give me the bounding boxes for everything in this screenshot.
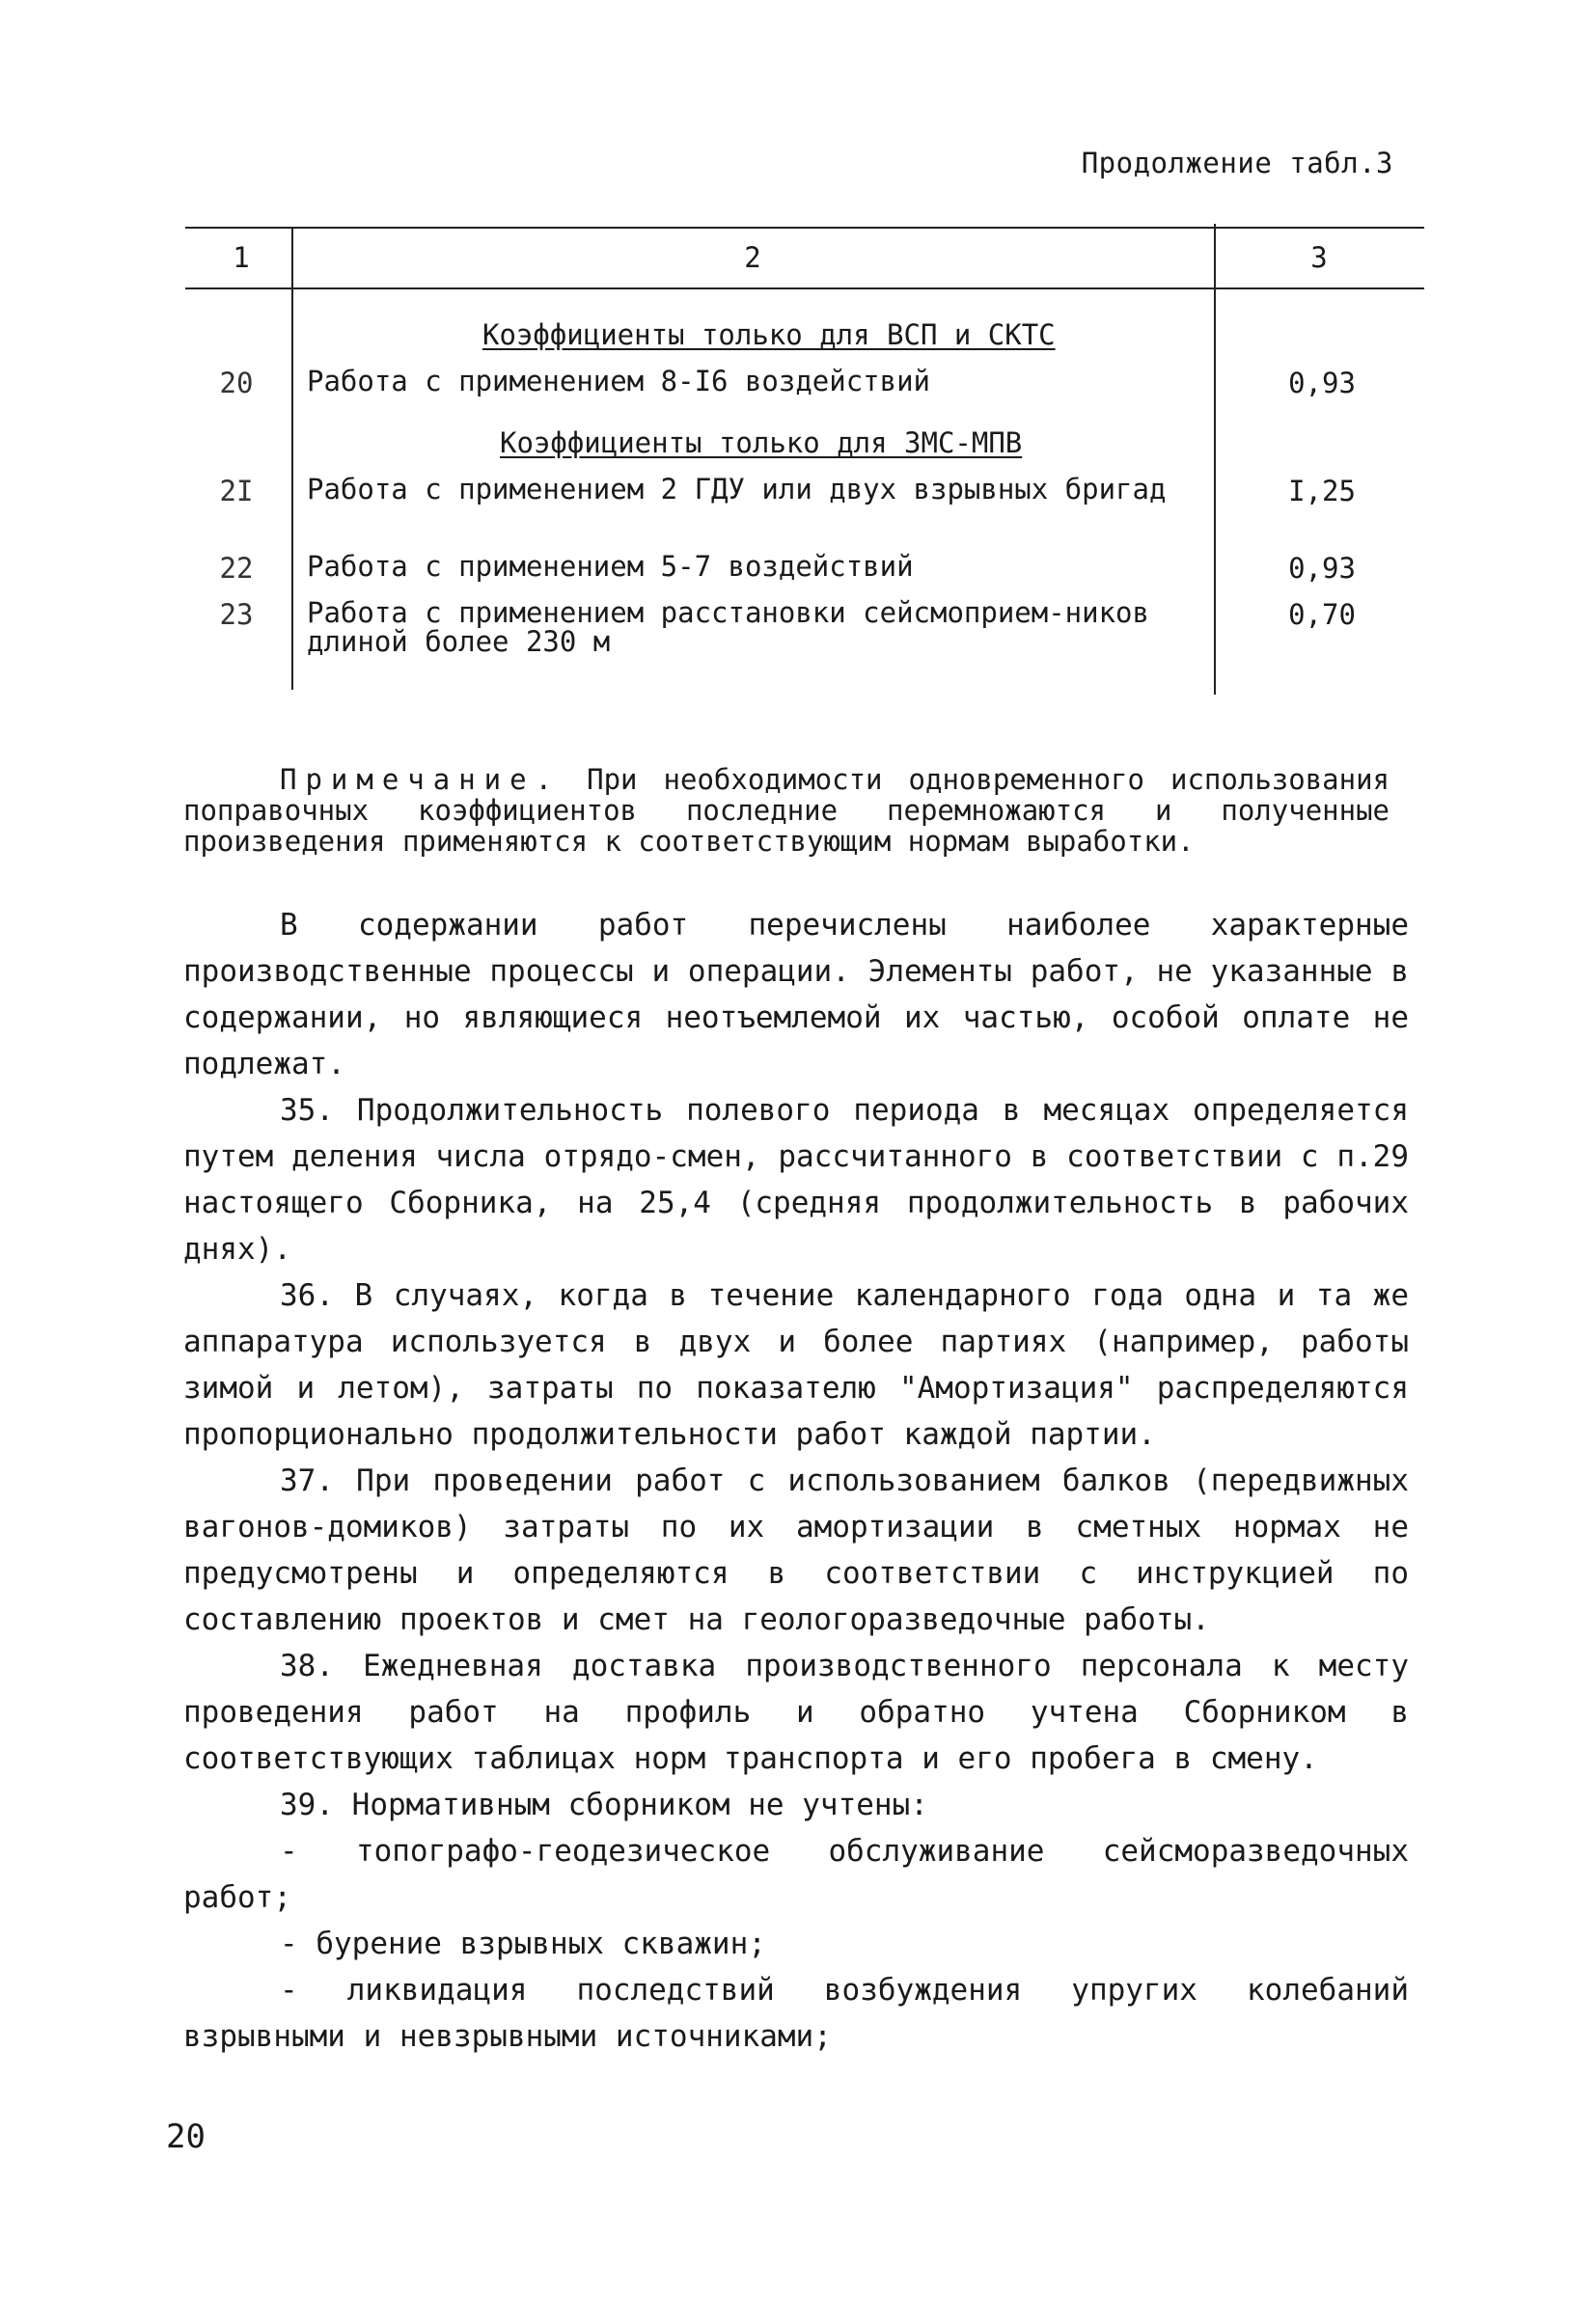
table-header-col-1: 1 bbox=[233, 241, 250, 274]
table-header-col-2: 2 bbox=[744, 241, 761, 274]
paragraph-36: 36. В случаях, когда в течение календарного года одна и та же аппаратура используется в двух и более партиях (например, работы зимой и летом), затраты по показателю "Амортизация" распределяются пропорционально продолжительности работ каждой партии. bbox=[183, 1278, 1409, 1452]
table-row-number: 22 bbox=[219, 552, 254, 585]
continuation-label: Продолжение табл.3 bbox=[1081, 147, 1393, 179]
paragraph-35: 35. Продолжительность полевого периода в месяцах определяется путем деления числа отрядо-смен, рассчитанного в соответствии с п.29 настоящего Сборника, на 25,4 (средняя продолжительность в рабочих днях). bbox=[183, 1093, 1409, 1267]
table-note bbox=[183, 764, 1390, 857]
page-number: 20 bbox=[166, 2118, 206, 2156]
table-col-divider-1 bbox=[291, 229, 293, 690]
table-row-value: 0,93 bbox=[1288, 552, 1356, 585]
list-item: - бурение взрывных скважин; bbox=[280, 1927, 766, 1961]
table-row-number: 20 bbox=[219, 367, 254, 399]
paragraph-work-contents: В содержании работ перечислены наиболее характерные производственные процессы и операции. Элементы работ, не указанные в содержании, но являющиеся неотъемлемой их частью, особой оплате не подлежат. bbox=[183, 908, 1409, 1081]
table-row-text: Работа с применением 8-I6 воздействий bbox=[307, 365, 931, 397]
note-text: При необходимости одновременного использования поправочных коэффициентов последние перемножаются и полученные произведения применяются к соответствующим нормам выработки. bbox=[183, 763, 1390, 858]
table-subheading: Коэффициенты только для ЗМС-МПВ bbox=[500, 426, 1023, 459]
list-item: - топографо-геодезическое обслуживание сейсморазведочных работ; bbox=[183, 1834, 1409, 1915]
table-row-value: 0,93 bbox=[1288, 367, 1356, 399]
paragraph-38: 38. Ежедневная доставка производственного персонала к месту проведения работ на профиль и обратно учтена Сборником в соответствующих таблицах норм транспорта и его пробега в смену. bbox=[183, 1649, 1409, 1776]
table-row-text: Работа с применением расстановки сейсмоприем-ников длиной более 230 м bbox=[307, 596, 1149, 658]
table-row-text: Работа с применением 5-7 воздействий bbox=[307, 550, 914, 583]
list-item: - ликвидация последствий возбуждения упругих колебаний взрывными и невзрывными источниками; bbox=[183, 1973, 1409, 2054]
table-subheading: Коэффициенты только для ВСП и СКТС bbox=[482, 318, 1056, 351]
table-header-rule bbox=[185, 287, 1424, 289]
table-row-value: 0,70 bbox=[1288, 598, 1356, 631]
table-row-value: I,25 bbox=[1288, 475, 1356, 507]
table-top-rule bbox=[185, 227, 1424, 229]
table-header-col-3: 3 bbox=[1310, 241, 1328, 274]
table-row-number: 2I bbox=[219, 475, 254, 507]
table-col-divider-2 bbox=[1214, 224, 1216, 695]
table-row-text: Работа с применением 2 ГДУ или двух взрывных бригад bbox=[307, 473, 1167, 506]
note-label: Примечание. bbox=[280, 763, 562, 796]
table-row-number: 23 bbox=[219, 598, 254, 631]
paragraph-39: 39. Нормативным сборником не учтены: bbox=[280, 1788, 928, 1822]
paragraph-37: 37. При проведении работ с использованием балков (передвижных вагонов-домиков) затраты по их амортизации в сметных нормах не предусмотрены и определяются в соответствии с инструкцией по составлению проектов и смет на геологоразведочные работы. bbox=[183, 1463, 1409, 1637]
